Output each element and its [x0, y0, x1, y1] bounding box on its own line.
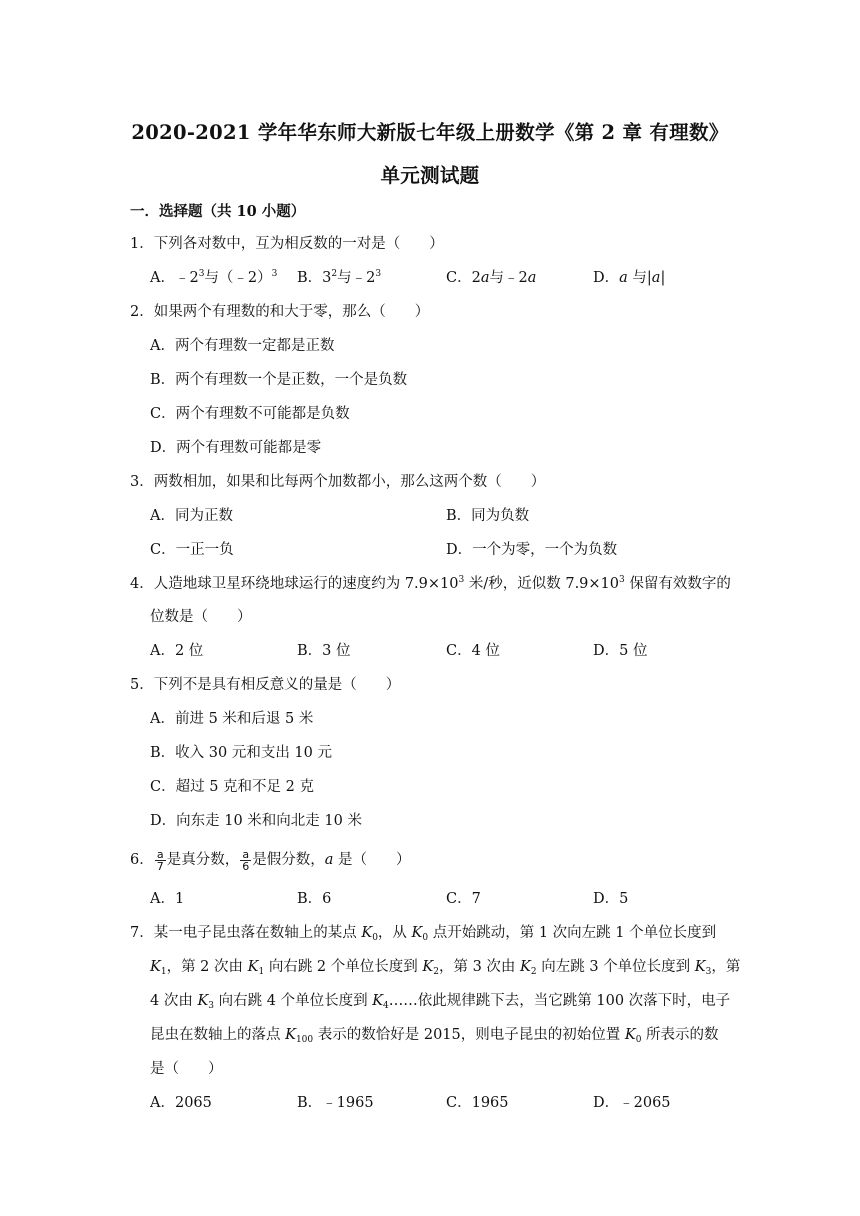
exponent: 3 [375, 269, 382, 279]
option-text: C．2 [446, 270, 481, 286]
stem-text: 是真分数， [166, 852, 240, 868]
question-5-option-a: A．前进 5 米和后退 5 米 [150, 711, 314, 727]
fraction-numerator: a [156, 847, 164, 861]
question-5-stem: 5．下列不是具有相反意义的量是（ ） [130, 677, 401, 693]
point-label: K [422, 959, 434, 975]
question-5-option-c: C．超过 5 克和不足 2 克 [150, 779, 314, 795]
stem-text: ，第 3 次由 [438, 959, 521, 975]
question-3-option-c: C．一正一负 [150, 542, 234, 558]
variable: a [619, 270, 628, 286]
question-7-option-d: D．﹣2065 [593, 1095, 671, 1111]
question-7-stem-line4 [150, 1025, 719, 1045]
question-2-option-a: A．两个有理数一定都是正数 [150, 338, 335, 354]
option-text: 与﹣2 [337, 270, 376, 286]
question-4-option-c: C．4 位 [446, 643, 500, 659]
point-label: K [247, 959, 259, 975]
variable: a [651, 270, 661, 286]
question-7-stem-line2 [150, 957, 740, 977]
question-4-option-a: A．2 位 [150, 643, 204, 659]
question-6-option-d: D．5 [593, 891, 629, 907]
stem-text: 向右跳 2 个单位长度到 [264, 959, 423, 975]
question-7-option-b: B．﹣1965 [297, 1095, 374, 1111]
stem-text: 是（ ） [333, 852, 411, 868]
stem-text: 向左跳 3 个单位长度到 [536, 959, 695, 975]
fraction-denominator: 6 [242, 859, 250, 873]
question-1-option-b [297, 268, 381, 288]
stem-text: 7．某一电子昆虫落在数轴上的某点 [130, 925, 362, 941]
question-4-stem-line1 [130, 574, 731, 594]
fraction-denominator: 7 [156, 859, 164, 873]
question-7-stem-line5: 是（ ） [150, 1061, 223, 1077]
subscript: 2 [433, 967, 439, 977]
document-title-line1: 2020-2021 学年华东师大新版七年级上册数学《第 2 章 有理数》 [131, 121, 729, 144]
stem-text: ，从 [377, 925, 412, 941]
question-3-option-a: A．同为正数 [150, 508, 233, 524]
stem-text: 所表示的数 [641, 1027, 719, 1043]
fraction-numerator: a [242, 847, 250, 861]
stem-text: ……依此规律跳下去，当它跳第 100 次落下时，电子 [388, 993, 731, 1009]
stem-text: 是假分数， [252, 852, 325, 868]
stem-text: ，第 2 次由 [166, 959, 248, 975]
exponent: 3 [198, 269, 205, 279]
question-7-option-a: A．2065 [150, 1095, 212, 1111]
fraction-a-over-7 [155, 849, 166, 872]
subscript: 0 [635, 1035, 642, 1045]
question-5-option-d: D．向东走 10 米和向北走 10 米 [150, 813, 362, 829]
point-label: K [624, 1027, 636, 1043]
variable: a [527, 270, 537, 286]
question-6-option-c: C．7 [446, 891, 481, 907]
subscript: 3 [208, 1001, 215, 1011]
point-label: K [411, 925, 423, 941]
question-2-option-d: D．两个有理数可能都是零 [150, 440, 322, 456]
option-text: 与﹣2 [489, 270, 528, 286]
exponent: 2 [331, 269, 338, 279]
stem-text: 昆虫在数轴上的落点 [150, 1027, 286, 1043]
point-label: K [520, 959, 531, 975]
subscript: 0 [372, 933, 378, 943]
subscript: 2 [530, 967, 537, 977]
exponent: 3 [271, 269, 278, 279]
stem-text: 表示的数恰好是 2015，则电子昆虫的初始位置 [313, 1027, 625, 1043]
option-text: 与（﹣2） [204, 270, 272, 286]
question-7-stem-line1 [130, 923, 716, 943]
option-text: B．3 [297, 270, 332, 286]
point-label: K [694, 959, 706, 975]
stem-text: 点开始跳动，第 1 次向左跳 1 个单位长度到 [428, 925, 717, 941]
question-3-option-b: B．同为负数 [446, 508, 530, 524]
question-4-option-d: D．5 位 [593, 643, 648, 659]
question-1-option-c [446, 268, 536, 288]
question-1-option-d [593, 268, 665, 288]
question-number: 6． [130, 852, 154, 868]
point-label: K [197, 993, 209, 1009]
document-title-line2: 单元测试题 [380, 164, 480, 187]
question-7-option-c: C．1965 [446, 1095, 509, 1111]
fraction-a-over-6 [240, 849, 251, 872]
question-6-stem [130, 845, 411, 875]
subscript: 0 [422, 933, 429, 943]
exponent: 3 [458, 575, 465, 585]
question-5-option-b: B．收入 30 元和支出 10 元 [150, 745, 332, 761]
stem-text: 4 次由 [150, 993, 198, 1009]
question-4-stem-line2: 位数是（ ） [150, 609, 252, 625]
option-text: D． [593, 270, 620, 286]
stem-text: 米/秒，近似数 7.9×10 [464, 576, 619, 592]
point-label: K [285, 1027, 296, 1043]
point-label: K [361, 925, 373, 941]
exponent: 3 [619, 575, 625, 585]
question-3-option-d: D．一个为零，一个为负数 [446, 542, 618, 558]
subscript: 100 [295, 1035, 314, 1045]
question-1-option-a [150, 268, 277, 288]
question-2-option-b: B．两个有理数一个是正数，一个是负数 [150, 372, 408, 388]
question-3-stem: 3．两数相加，如果和比每两个加数都小，那么这两个数（ ） [130, 474, 546, 490]
question-6-option-b: B．6 [297, 891, 332, 907]
stem-text: 4．人造地球卫星环绕地球运行的速度约为 7.9×10 [130, 576, 459, 592]
stem-text: ，第 [711, 959, 741, 975]
question-6-option-a: A．1 [150, 891, 185, 907]
subscript: 1 [258, 967, 265, 977]
option-text: 与| [632, 270, 652, 286]
question-2-stem: 2．如果两个有理数的和大于零，那么（ ） [130, 304, 430, 320]
point-label: K [372, 993, 384, 1009]
option-text: A．﹣2 [150, 270, 199, 286]
subscript: 3 [705, 967, 712, 977]
section-heading: 一．选择题（共 10 小题） [130, 203, 306, 220]
subscript: 4 [383, 1001, 389, 1011]
question-4-option-b: B．3 位 [297, 643, 351, 659]
question-2-option-c: C．两个有理数不可能都是负数 [150, 406, 350, 422]
variable: a [480, 270, 490, 286]
option-text: | [660, 270, 666, 286]
stem-text: 保留有效数字的 [624, 576, 731, 592]
question-1-stem: 1．下列各对数中，互为相反数的一对是（ ） [130, 236, 444, 252]
stem-text: 向右跳 4 个单位长度到 [214, 993, 373, 1009]
variable: a [324, 852, 334, 868]
question-7-stem-line3 [150, 991, 730, 1011]
subscript: 1 [160, 967, 167, 977]
point-label: K [150, 959, 161, 975]
